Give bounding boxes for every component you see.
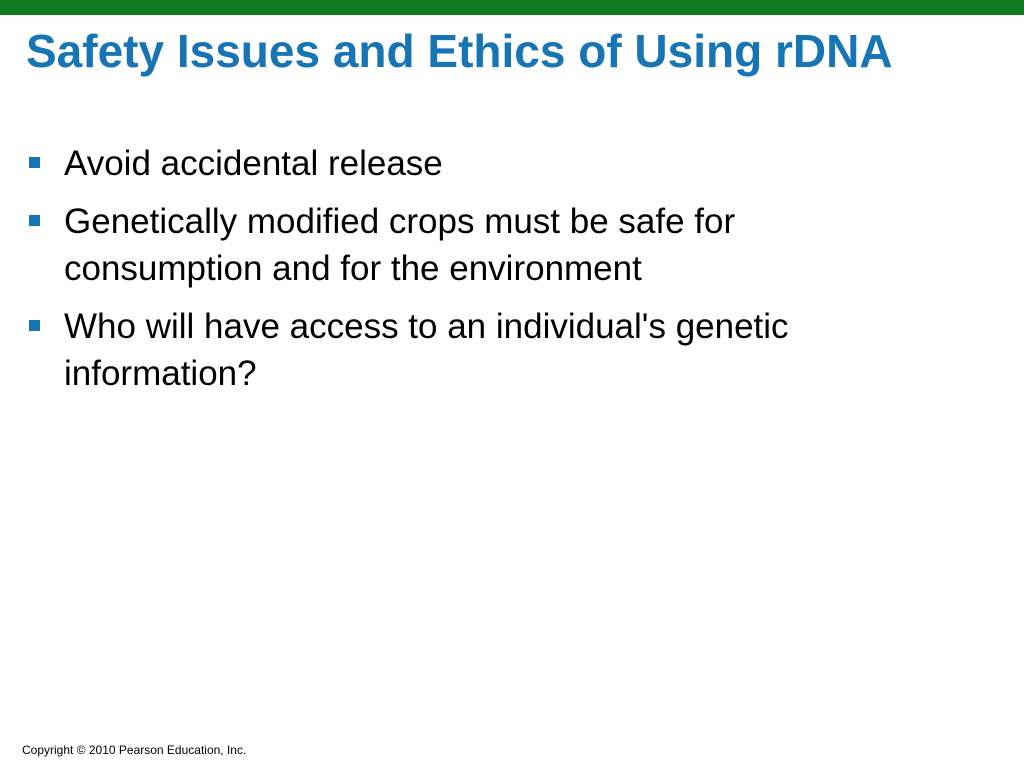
slide-title: Safety Issues and Ethics of Using rDNA — [26, 25, 893, 77]
bullet-item — [0, 303, 1024, 397]
copyright-footer: Copyright © 2010 Pearson Education, Inc. — [22, 743, 247, 757]
top-accent-bar — [0, 0, 1024, 15]
bullet-list — [0, 140, 1024, 408]
square-bullet-icon — [29, 215, 40, 226]
square-bullet-icon — [29, 320, 40, 331]
bullet-item — [0, 198, 1024, 292]
square-bullet-icon — [29, 157, 40, 168]
bullet-item — [0, 140, 1024, 187]
bullet-text: Genetically modified crops must be safe for consumption and for the environment — [64, 202, 736, 288]
bullet-text: Avoid accidental release — [64, 144, 443, 183]
bullet-text: Who will have access to an individual's genetic information? — [64, 307, 789, 393]
